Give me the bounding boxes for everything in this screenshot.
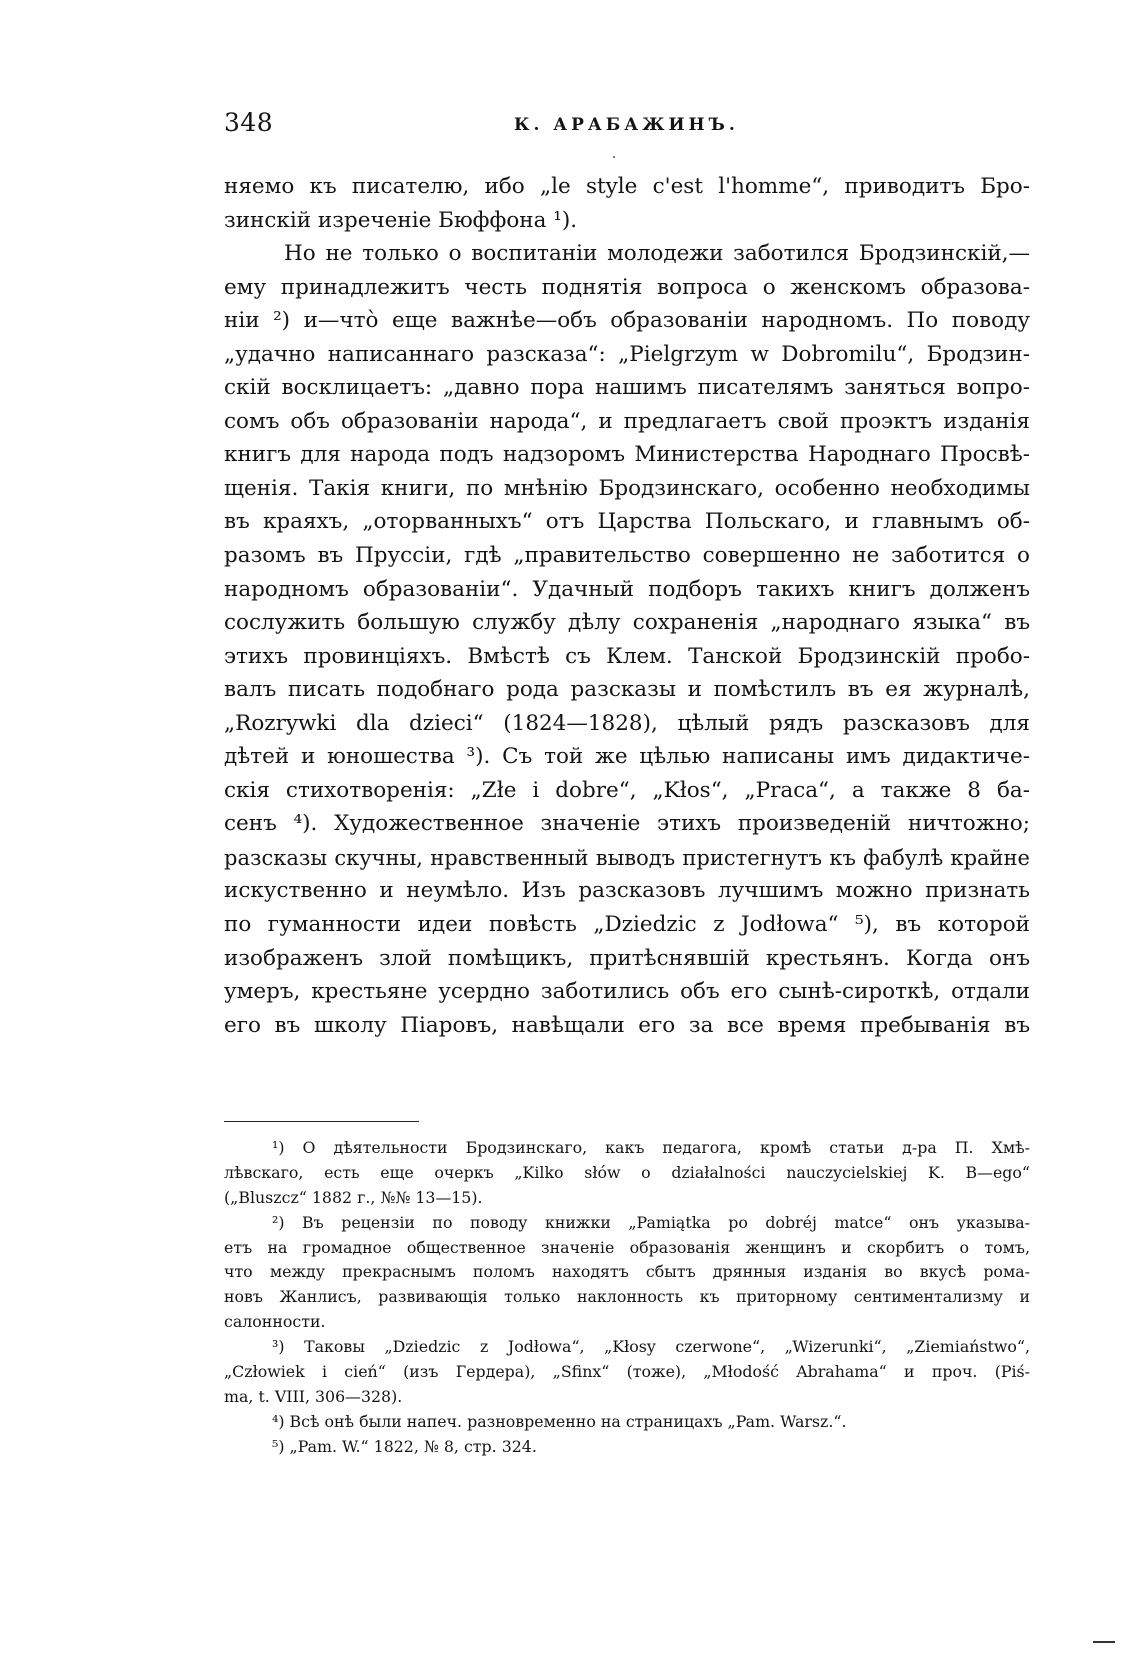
footnote-line: ⁴) Всѣ онѣ были напеч. разновременно на страницахъ „Pam. Warsz.“. [272, 1411, 847, 1431]
text-line: его въ школу Піаровъ, навѣщали его за все время пребыванія въ [224, 1012, 1030, 1038]
text-line: разомъ въ Пруссіи, гдѣ „правительство совершенно не заботится о [224, 543, 1030, 569]
text-line: этихъ провинціяхъ. Вмѣстѣ съ Клем. Танской Бродзинскій пробо- [224, 643, 1030, 669]
footnote-line: ⁵) „Pam. W.“ 1822, № 8, стр. 324. [272, 1436, 537, 1456]
text-line: сослужить большую службу дѣлу сохраненія „народнаго языка“ въ [224, 610, 1030, 636]
text-line: няемо къ писателю, ибо „le style c'est l'homme“, приводитъ Бро- [224, 174, 1030, 199]
text-line: зинскій изреченіе Бюффона ¹). [224, 207, 578, 233]
page-header [224, 108, 1030, 144]
page-number: 348 [224, 108, 274, 137]
text-line: валъ писать подобнаго рода разсказы и помѣстилъ въ ея журналѣ, [224, 677, 1030, 703]
footnote-line: новъ Жанлисъ, развивающія только наклонность къ приторному сентиментализму и [224, 1287, 1030, 1307]
text-line: разсказы скучны, нравственный выводъ пристегнутъ къ фабулѣ крайне [224, 844, 1030, 870]
footnote-line: салонности. [224, 1312, 326, 1332]
footnote-line: что между прекраснымъ поломъ находятъ сбытъ дрянныя изданія во вкусѣ рома- [224, 1262, 1030, 1282]
footnote-line: ¹) О дѣятельности Бродзинскаго, какъ педагога, кромѣ статьи д-ра П. Хмѣ- [272, 1138, 1030, 1157]
text-line: ніи ²) и—что̀ еще важнѣе—объ образованіи народномъ. По поводу [224, 308, 1030, 334]
text-line: народномъ образованіи“. Удачный подборъ такихъ книгъ долженъ [224, 576, 1030, 602]
text-line: щенія. Такія книги, по мнѣнію Бродзинскаго, особенно необходимы [224, 475, 1030, 501]
text-line: ему принадлежитъ честь поднятія вопроса о женскомъ образова- [224, 274, 1030, 300]
text-line: скій восклицаетъ: „давно пора нашимъ писателямъ заняться вопро- [224, 375, 1030, 401]
text-line: искуственно и неумѣло. Изъ разсказовъ лучшимъ можно признать [224, 878, 1030, 904]
footnote-line: ²) Въ рецензіи по поводу книжки „Pamiątka po dobréj matce“ онъ указыва- [272, 1212, 1030, 1232]
text-line: умеръ, крестьяне усердно заботились объ его сынѣ-сироткѣ, отдали [224, 979, 1030, 1005]
footnote-line: ma, t. VIII, 306—328). [224, 1386, 403, 1406]
text-line: сенъ ⁴). Художественное значеніе этихъ произведеній ничтожно; [224, 811, 1030, 837]
footnotes [224, 1136, 1030, 1460]
text-line: по гуманности идеи повѣсть „Dziedzic z Jodłowa“ ⁵), въ которой [224, 912, 1030, 938]
footnote-line: ³) Таковы „Dziedzic z Jodłowa“, „Kłosy czerwone“, „Wizerunki“, „Ziemiaństwo“, [272, 1337, 1030, 1357]
text-line: книгъ для народа подъ надзоромъ Министерства Народнаго Просвѣ- [224, 442, 1030, 468]
running-head: К. АРАБАЖИНЪ. [514, 115, 739, 135]
text-line: въ краяхъ, „оторванныхъ“ отъ Царства Польскаго, и главнымъ об- [224, 509, 1030, 535]
text-line: изображенъ злой помѣщикъ, притѣснявшій крестьянъ. Когда онъ [224, 945, 1030, 971]
text-line: сомъ объ образованіи народа“, и предлагаетъ свой проэктъ изданія [224, 408, 1030, 434]
footnote-line: „Człowiek i cień“ (изъ Гердера), „Sfinx“ (тоже), „Młodość Abrahama“ и проч. (Piś- [224, 1362, 1030, 1382]
text-line: „удачно написаннаго разсказа“: „Pielgrzym w Dobromilu“, Бродзин- [224, 341, 1030, 367]
main-text [224, 170, 1030, 1042]
footnote-line: („Bluszcz“ 1882 г., №№ 13—15). [224, 1187, 483, 1207]
scan-mark [1093, 1641, 1115, 1643]
text-line: Но не только о воспитаніи молодежи заботился Бродзинскій,— [284, 241, 1030, 267]
footnote-line: етъ на громадное общественное значеніе образованія женщинъ и скорбитъ о томъ, [224, 1237, 1030, 1257]
text-line: „Rozrywki dla dzieci“ (1824—1828), цѣлый рядъ разсказовъ для [224, 710, 1030, 736]
text-line: дѣтей и юношества ³). Съ той же цѣлью написаны имъ дидактиче- [224, 744, 1030, 770]
footnote-line: лѣвскаго, есть еще очеркъ „Kilko słów o działalności nauczycielskiej K. B—ego“ [224, 1162, 1030, 1182]
print-speck [613, 156, 615, 158]
text-line: скія стихотворенія: „Złe i dobre“, „Kłos“, „Praca“, а также 8 ба- [224, 777, 1030, 803]
footnote-divider [224, 1121, 419, 1122]
